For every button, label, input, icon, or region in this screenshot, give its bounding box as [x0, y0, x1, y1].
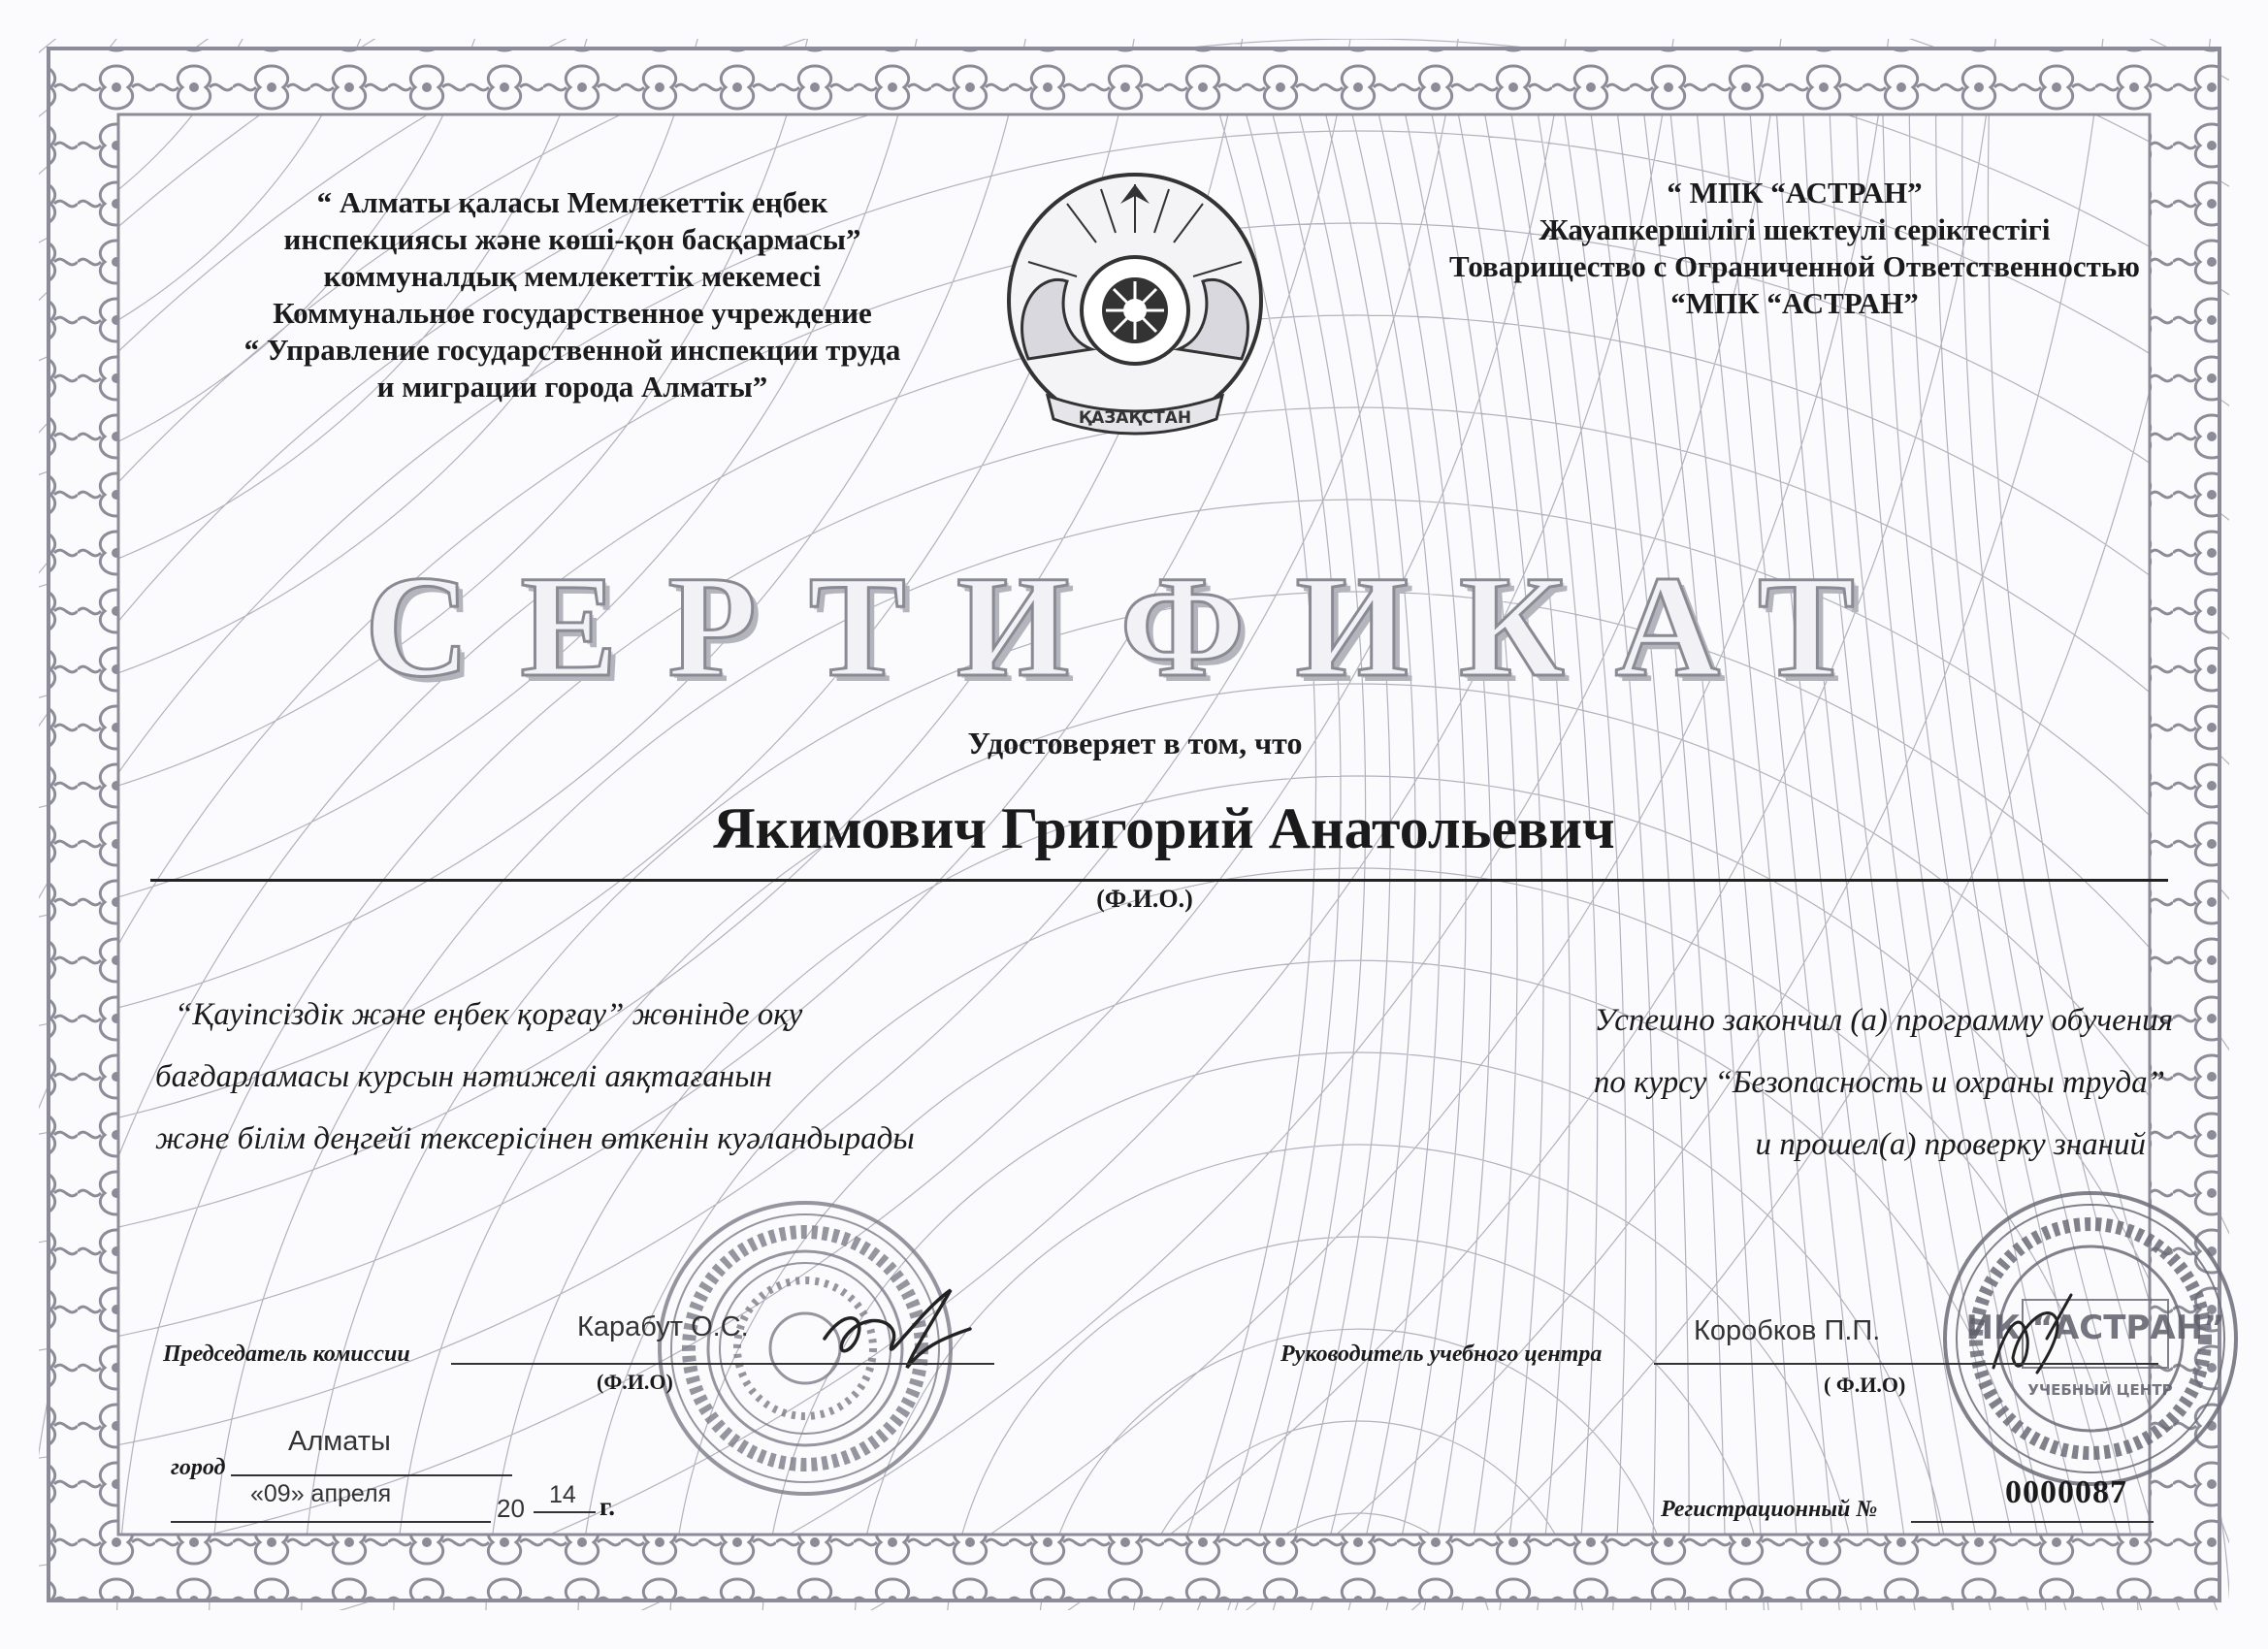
training-center-name: Коробков П.П.: [1694, 1315, 1881, 1346]
date-line: [171, 1521, 491, 1523]
body-ru-line: по курсу “Безопасность и охраны труда”: [1593, 1065, 2165, 1100]
emblem-ribbon-text: ҚАЗАҚСТАН: [1078, 408, 1192, 428]
header-left-line: инспекциясы және көші-қон басқармасы”: [283, 222, 861, 256]
training-center-fio-caption: ( Ф.И.О): [1824, 1373, 1906, 1397]
date-suffix: г.: [599, 1492, 615, 1521]
body-text-russian: [1407, 989, 2173, 1176]
header-right-line: “ МПК “АСТРАН”: [1667, 176, 1923, 210]
holder-name: Якимович Григорий Анатольевич: [713, 796, 1615, 860]
city-label: город: [171, 1455, 226, 1480]
registration-label: Регистрационный №: [1661, 1497, 1878, 1522]
city-line: [231, 1474, 512, 1476]
certifies-text: Удостоверяет в том, что: [967, 726, 1303, 760]
header-left-line: коммуналдық мемлекеттік мекемесі: [323, 259, 822, 293]
registration-line: [1911, 1521, 2154, 1523]
body-text-kazakh: [155, 984, 1106, 1170]
name-underline: [150, 879, 2168, 882]
body-ru-line: и прошел(а) проверку знаний: [1755, 1127, 2146, 1162]
commission-label: Председатель комиссии: [163, 1342, 410, 1367]
seal-right-name: ИК “АСТРАН”: [1965, 1309, 2225, 1347]
signature-icon: [1979, 1280, 2086, 1397]
body-kz-line: бағдарламасы курсын нәтижелі аяқтағанын: [155, 1059, 772, 1094]
header-left-line: и миграции города Алматы”: [376, 370, 768, 404]
signature-icon: [815, 1271, 980, 1387]
kazakhstan-state-emblem-icon: [999, 165, 1271, 456]
commission-fio-caption: (Ф.И.О): [597, 1370, 673, 1394]
date-year: 14: [549, 1481, 576, 1508]
header-left-line: Коммунальное государственное учреждение: [273, 296, 872, 330]
seal-right-caption: УЧЕБНЫЙ ЦЕНТР: [2027, 1381, 2173, 1399]
registration-number: 0000087: [2005, 1474, 2127, 1510]
commission-name: Карабут О.С.: [577, 1311, 749, 1342]
date-day-month: «09» апреля: [250, 1480, 392, 1507]
issuer-right-header: [1416, 175, 2173, 322]
header-right-line: “МПК “АСТРАН”: [1670, 286, 1919, 320]
issuer-left-header: [223, 184, 922, 405]
body-kz-line: және білім деңгейі тексерісінен өткенін куәландырады: [155, 1121, 915, 1156]
header-right-line: Товарищество с Ограниченной Ответственностью: [1449, 249, 2140, 283]
commission-signature-line: [451, 1363, 994, 1365]
header-right-line: Жауапкершілігі шектеулі серіктестігі: [1539, 212, 2051, 246]
city-value: Алматы: [288, 1426, 391, 1457]
year-line: [534, 1511, 596, 1513]
header-left-line: “ Алматы қаласы Мемлекеттік еңбек: [316, 185, 828, 219]
certificate-title: СЕРТИФИКАТ: [364, 546, 1906, 707]
fio-caption: (Ф.И.О.): [1096, 885, 1193, 913]
training-center-label: Руководитель учебного центра: [1280, 1342, 1603, 1367]
header-left-line: “ Управление государственной инспекции труда: [243, 333, 901, 367]
body-ru-line: Успешно закончил (а) программу обучения: [1594, 1003, 2173, 1038]
date-century: 20: [497, 1494, 525, 1523]
body-kz-line: “Қауіпсіздік және еңбек қорғау” жөнінде оқу: [175, 997, 803, 1032]
training-center-signature-line: [1654, 1363, 2158, 1365]
